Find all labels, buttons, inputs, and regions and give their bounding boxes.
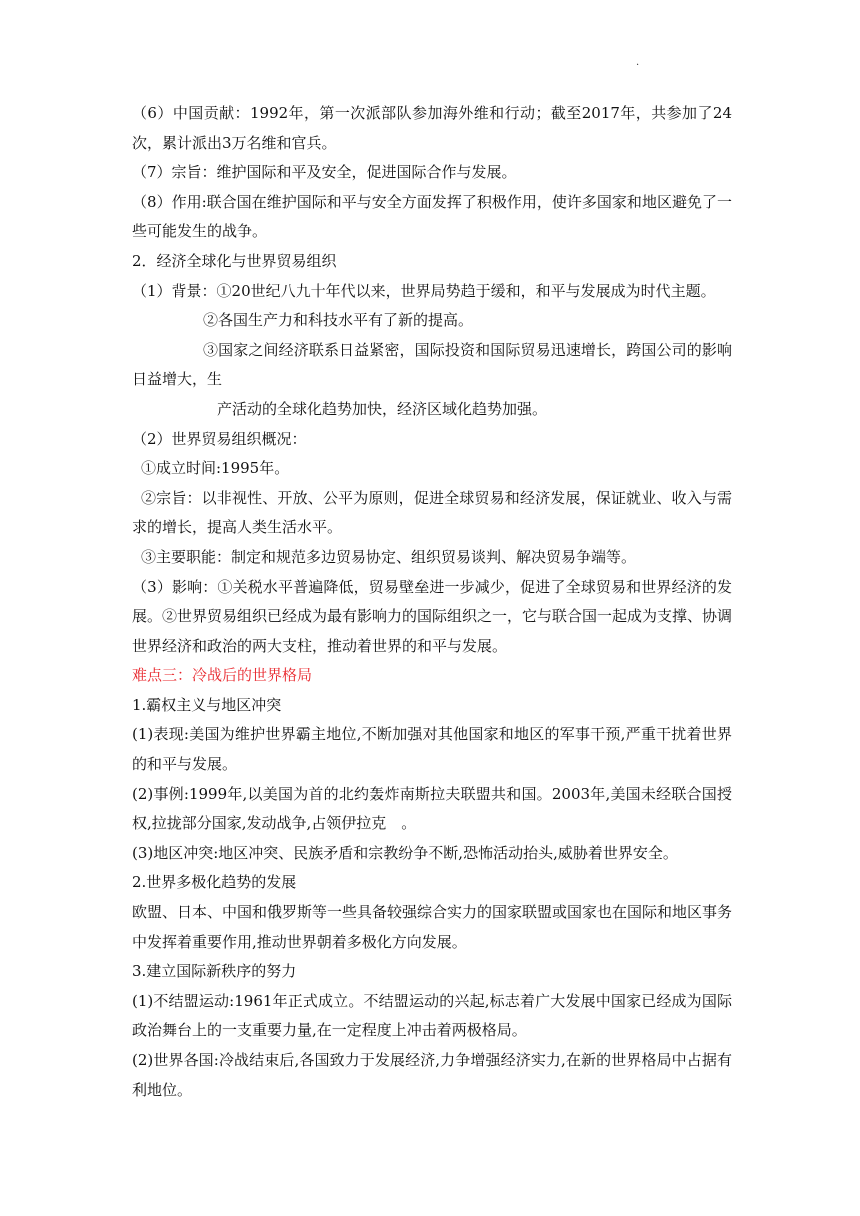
section-heading-globalization: 2．经济全球化与世界贸易组织 <box>132 251 337 270</box>
paragraph-china-contribution: （6）中国贡献：1992年，第一次派部队参加海外维和行动；截至2017年，共参加了24次，累计派出3万名维和官兵。 <box>132 104 732 152</box>
paragraph-wto-functions: ③主要职能：制定和规范多边贸易协定、组织贸易谈判、解决贸易争端等。 <box>141 547 637 566</box>
paragraph-wto-aim: ②宗旨：以非视性、开放、公平为原则，促进全球贸易和经济发展，保证就业、收入与需求的增长，提高人类生活水平。 <box>132 488 732 537</box>
paragraph-regional-conflicts: (3)地区冲突:地区冲突、民族矛盾和宗教纷争不断,恐怖活动抬头,威胁着世界安全。 <box>132 843 678 862</box>
paragraph-role: （8）作用:联合国在维护国际和平与安全方面发挥了积极作用，使许多国家和地区避免了一些可能发生的战争。 <box>132 192 732 241</box>
paragraph-wto-impact: （3）影响：①关税水平普遍降低，贸易壁垒进一步减少，促进了全球贸易和世界经济的发展。②世界贸易组织已经成为最有影响力的国际组织之一，它与联合国一起成为支撑、协调世界经济和政治的两大支柱，推动着世界的和平与发展。 <box>132 577 733 655</box>
paragraph-world-nations: (2)世界各国:冷战结束后,各国致力于发展经济,力争增强经济实力,在新的世界格局中占据有利地位。 <box>132 1051 732 1099</box>
paragraph-wto-overview: （2）世界贸易组织概况： <box>132 429 307 448</box>
paragraph-hegemonism-manifestation: (1)表现:美国为维护世界霸主地位,不断加强对其他国家和地区的军事干预,严重干扰着世界的和平与发展。 <box>132 725 732 774</box>
paragraph-purpose: （7）宗旨：维护国际和平及安全，促进国际合作与发展。 <box>132 163 517 182</box>
paragraph-background-1: （1）背景：①20世纪八九十年代以来，世界局势趋于缓和，和平与发展成为时代主题。 <box>132 281 716 300</box>
paragraph-background-4: 产活动的全球化趋势加快，经济区域化趋势加强。 <box>217 399 548 418</box>
header-dot: . <box>636 57 640 68</box>
section-heading-hegemonism: 1.霸权主义与地区冲突 <box>132 695 282 714</box>
section-heading-difficulty-3: 难点三：冷战后的世界格局 <box>132 666 313 685</box>
paragraph-non-aligned: (1)不结盟运动:1961年正式成立。不结盟运动的兴起,标志着广大发展中国家已经成为国际政治舞台上的一支重要力量,在一定程度上冲击着两极格局。 <box>132 991 732 1040</box>
section-heading-multipolarity: 2.世界多极化趋势的发展 <box>132 873 297 892</box>
section-heading-new-order: 3.建立国际新秩序的努力 <box>132 962 297 981</box>
paragraph-hegemonism-examples: (2)事例:1999年,以美国为首的北约轰炸南斯拉夫联盟共和国。2003年,美国未经联合国授权,拉拢部分国家,发动战争,占领伊拉克 。 <box>132 784 732 833</box>
paragraph-multipolarity: 欧盟、日本、中国和俄罗斯等一些具备较强综合实力的国家联盟或国家也在国际和地区事务中发挥着重要作用,推动世界朝着多极化方向发展。 <box>132 903 733 951</box>
paragraph-wto-founded: ①成立时间:1995年。 <box>141 459 290 478</box>
document-body <box>132 99 732 1105</box>
paragraph-background-2: ②各国生产力和科技水平有了新的提高。 <box>203 311 474 330</box>
paragraph-background-3: ③国家之间经济联系日益紧密，国际投资和国际贸易迅速增长，跨国公司的影响日益增大，生 <box>132 340 732 389</box>
